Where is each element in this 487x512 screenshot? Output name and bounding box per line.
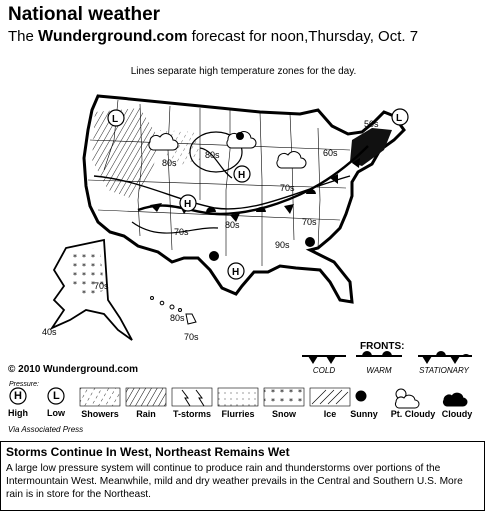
svg-text:H: H: [238, 170, 246, 181]
story-headline: Storms Continue In West, Northeast Remains Wet: [6, 445, 290, 459]
legend-icons: [10, 388, 467, 408]
temp-label: 80s: [205, 150, 220, 160]
legend-label-low: Low: [47, 408, 65, 418]
legend-label-high: High: [8, 408, 28, 418]
low-symbol: L: [53, 390, 60, 402]
legend-label-cloudy: Cloudy: [441, 409, 473, 419]
legend-label-showers: Showers: [81, 409, 119, 419]
svg-text:H: H: [232, 267, 240, 278]
story-body: A large low pressure system will continue to produce rain and thunderstorms over portions of the Intermountain West. Meanwhile, mild and dry weather prevails in the Central and Southern U.S. More rain is in store for the Northeast.: [6, 463, 463, 500]
brand-suffix: .com: [152, 28, 188, 45]
legend-label-snow: Snow: [272, 409, 296, 419]
story-box: [0, 441, 485, 511]
svg-text:L: L: [396, 113, 403, 124]
temp-label: 40s: [42, 327, 57, 337]
subtitle-rest: forecast for noon,Thursday, Oct. 7: [187, 28, 419, 45]
copyright: © 2010 Wunderground.com: [8, 364, 138, 375]
brand-name: Wunderground: [38, 28, 153, 45]
legend-label-tstorms: T-storms: [172, 409, 211, 419]
front-label-cold: COLD: [312, 366, 336, 375]
fronts-title: FRONTS:: [360, 341, 405, 352]
legend-label-flurries: Flurries: [221, 409, 255, 419]
temp-label: 70s: [174, 227, 189, 237]
temp-label: 60s: [323, 148, 338, 158]
legend-label-rain: Rain: [136, 409, 156, 419]
pressure-label: Pressure:: [9, 381, 39, 388]
temp-label: 80s: [162, 158, 177, 168]
fronts-legend-symbols: [302, 351, 472, 364]
temp-label: 70s: [280, 183, 295, 193]
zone-note: Lines separate high temperature zones for the day.: [130, 66, 357, 77]
front-label-warm: WARM: [366, 366, 392, 375]
temp-label: 70s: [184, 332, 199, 342]
temp-label: 80s: [170, 313, 185, 323]
page-title: National weather: [8, 4, 161, 25]
front-label-stationary: STATIONARY: [419, 366, 469, 375]
legend-label-pt-cloudy: Pt. Cloudy: [390, 409, 436, 419]
temp-label: 80s: [225, 220, 240, 230]
temp-label: 70s: [302, 217, 317, 227]
subtitle-prefix: The: [8, 28, 34, 45]
svg-text:H: H: [184, 199, 192, 210]
legend-label-sunny: Sunny: [350, 409, 378, 419]
temp-label: 70s: [94, 281, 109, 291]
high-symbol: H: [14, 390, 22, 402]
credit: Via Associated Press: [8, 425, 84, 434]
svg-text:L: L: [112, 114, 119, 125]
temp-label: 90s: [275, 240, 290, 250]
legend-label-ice: Ice: [323, 409, 337, 419]
temp-label: 50s: [364, 119, 379, 129]
